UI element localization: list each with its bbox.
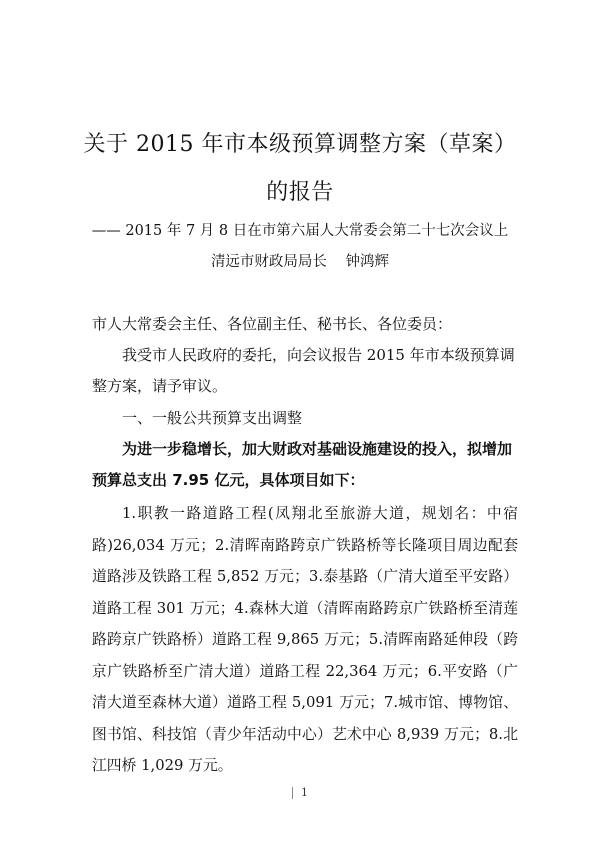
projects-list-paragraph: 1.职教一路道路工程(凤翔北至旅游大道，规划名：中宿路)26,034 万元；2.清晖南路跨京广铁路桥等长隆项目周边配套道路涉及铁路工程 5,852 万元；3.泰基路（广清大道至平安路）道路工程 301 万元；4.森林大道（清晖南路跨京广铁路桥至清莲路跨京广铁路桥）道路工程 9,865 万元；5.清晖南路延伸段（跨京广铁路桥至广清大道）道路工程 22,364 万元；6.平安路（广清大道至森林大道）道路工程 5,091 万元；7.城市馆、博物馆、图书馆、科技馆（青少年活动中心）艺术中心 8,939 万元；8.北江四桥 1,029 万元。 <box>92 505 518 774</box>
footer-divider <box>292 787 293 799</box>
salutation-paragraph: 市人大常委会主任、各位副主任、秘书长、各位委员： <box>92 315 453 333</box>
document-subtitle-author: 清远市财政局局长 钟鸿辉 <box>210 254 390 270</box>
budget-increase-paragraph: 为进一步稳增长，加大财政对基础设施建设的投入，拟增加预算总支出 7.95 亿元，具体项目如下： <box>92 440 513 489</box>
intro-paragraph: 我受市人民政府的委托，向会议报告 2015 年市本级预算调整方案，请予审议。 <box>92 346 515 395</box>
document-title-line-2: 的报告 <box>266 180 334 205</box>
page-number: 1 <box>301 786 308 799</box>
document-subtitle-meeting: —— 2015 年 7 月 8 日在市第六届人大常委会第二十七次会议上 <box>91 223 509 239</box>
page-footer <box>0 786 600 799</box>
section-heading-1: 一、一般公共预算支出调整 <box>122 409 303 427</box>
document-title-line-1: 关于 2015 年市本级预算调整方案（草案） <box>83 132 517 157</box>
